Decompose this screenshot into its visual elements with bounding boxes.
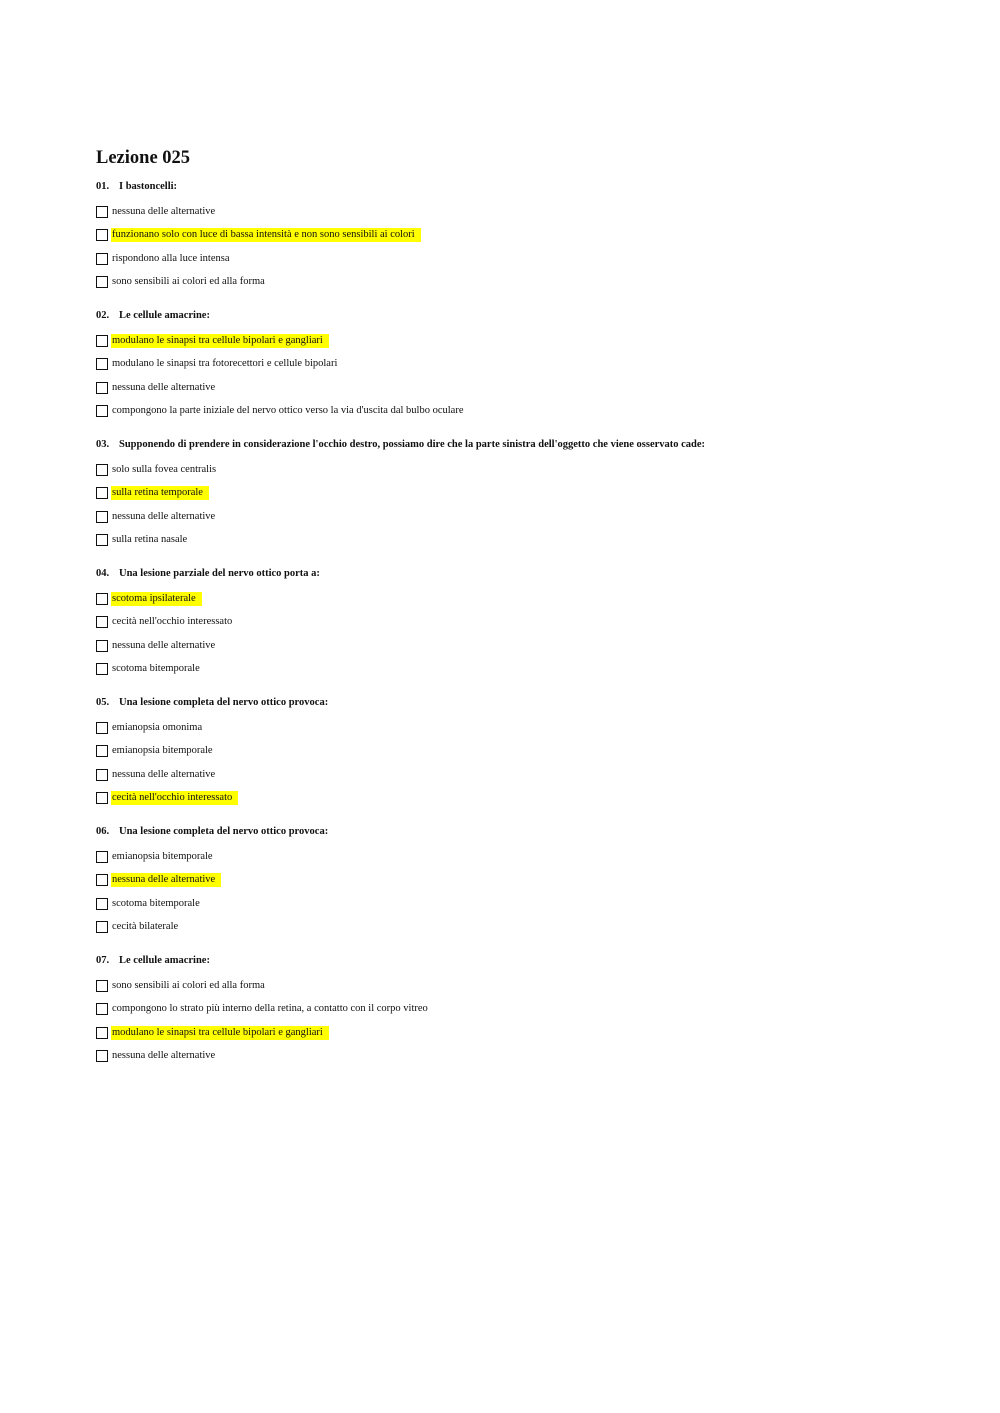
quiz-page — [96, 146, 916, 1083]
answer-label: modulano le sinapsi tra fotorecettori e cellule bipolari — [112, 358, 338, 370]
answer-option[interactable] — [96, 353, 916, 377]
answer-option[interactable] — [96, 974, 916, 998]
checkbox-icon[interactable] — [96, 921, 108, 933]
question-1 — [96, 180, 916, 294]
answer-label-highlighted: modulano le sinapsi tra cellule bipolari e gangliari — [111, 334, 329, 348]
checkbox-icon[interactable] — [96, 898, 108, 910]
answer-option[interactable] — [96, 587, 916, 611]
question-label: Supponendo di prendere in considerazione l'occhio destro, possiamo dire che la parte sinistra dell'oggetto che viene osservato cade: — [119, 439, 706, 450]
checkbox-icon[interactable] — [96, 663, 108, 675]
question-text — [96, 567, 916, 581]
answer-label: compongono lo strato più interno della retina, a contatto con il corpo vitreo — [112, 1003, 428, 1015]
checkbox-icon[interactable] — [96, 745, 108, 757]
answer-option[interactable] — [96, 482, 916, 506]
answer-option[interactable] — [96, 869, 916, 893]
checkbox-icon[interactable] — [96, 229, 108, 241]
question-3 — [96, 438, 916, 552]
checkbox-icon[interactable] — [96, 1003, 108, 1015]
answer-label-highlighted: scotoma ipsilaterale — [111, 592, 202, 606]
answer-option[interactable] — [96, 845, 916, 869]
answer-option[interactable] — [96, 611, 916, 635]
question-text — [96, 696, 916, 710]
checkbox-icon[interactable] — [96, 769, 108, 781]
answer-option[interactable] — [96, 458, 916, 482]
checkbox-icon[interactable] — [96, 593, 108, 605]
checkbox-icon[interactable] — [96, 511, 108, 523]
checkbox-icon[interactable] — [96, 792, 108, 804]
answer-label: cecità nell'occhio interessato — [112, 616, 233, 628]
question-label: I bastoncelli: — [119, 181, 178, 192]
question-number: 01. — [96, 181, 110, 192]
checkbox-icon[interactable] — [96, 980, 108, 992]
lesson-title: Lezione 025 — [96, 148, 191, 168]
answer-option[interactable] — [96, 634, 916, 658]
question-text — [96, 954, 916, 968]
question-text — [96, 438, 916, 452]
question-label: Una lesione completa del nervo ottico provoca: — [119, 826, 329, 837]
checkbox-icon[interactable] — [96, 1027, 108, 1039]
answer-option[interactable] — [96, 200, 916, 224]
question-text — [96, 825, 916, 839]
question-label: Una lesione completa del nervo ottico provoca: — [119, 697, 329, 708]
checkbox-icon[interactable] — [96, 253, 108, 265]
answer-option[interactable] — [96, 892, 916, 916]
answer-option[interactable] — [96, 1021, 916, 1045]
answer-label: nessuna delle alternative — [112, 381, 216, 393]
answer-option[interactable] — [96, 716, 916, 740]
answer-label-highlighted: sulla retina temporale — [111, 486, 209, 500]
answer-label: compongono la parte iniziale del nervo ottico verso la via d'uscita dal bulbo oculare — [112, 405, 464, 417]
answer-label-highlighted: modulano le sinapsi tra cellule bipolari e gangliari — [111, 1026, 329, 1040]
checkbox-icon[interactable] — [96, 382, 108, 394]
answer-label: emianopsia omonima — [112, 721, 203, 733]
answer-option[interactable] — [96, 247, 916, 271]
question-number: 06. — [96, 826, 110, 837]
answer-label-highlighted: funzionano solo con luce di bassa intensità e non sono sensibili ai colori — [111, 228, 421, 242]
answer-option[interactable] — [96, 763, 916, 787]
answer-label: nessuna delle alternative — [112, 205, 216, 217]
answer-label: sono sensibili ai colori ed alla forma — [112, 979, 265, 991]
answer-label: nessuna delle alternative — [112, 510, 216, 522]
answer-option[interactable] — [96, 916, 916, 940]
answer-label-highlighted: cecità nell'occhio interessato — [111, 791, 238, 805]
checkbox-icon[interactable] — [96, 405, 108, 417]
answer-label: solo sulla fovea centralis — [112, 463, 217, 475]
question-number: 04. — [96, 568, 110, 579]
question-label: Una lesione parziale del nervo ottico porta a: — [119, 568, 320, 579]
checkbox-icon[interactable] — [96, 722, 108, 734]
answer-option[interactable] — [96, 998, 916, 1022]
checkbox-icon[interactable] — [96, 335, 108, 347]
question-text — [96, 180, 916, 194]
question-list — [96, 180, 916, 1068]
answer-option[interactable] — [96, 224, 916, 248]
question-number: 05. — [96, 697, 110, 708]
answer-label: emianopsia bitemporale — [112, 850, 213, 862]
question-5 — [96, 696, 916, 810]
checkbox-icon[interactable] — [96, 616, 108, 628]
question-6 — [96, 825, 916, 939]
checkbox-icon[interactable] — [96, 487, 108, 499]
question-number: 03. — [96, 439, 110, 450]
question-2 — [96, 309, 916, 423]
answer-label: cecità bilaterale — [112, 921, 179, 933]
answer-option[interactable] — [96, 505, 916, 529]
answer-label: sulla retina nasale — [112, 534, 188, 546]
answer-label: nessuna delle alternative — [112, 639, 216, 651]
question-4 — [96, 567, 916, 681]
question-number: 02. — [96, 310, 110, 321]
checkbox-icon[interactable] — [96, 358, 108, 370]
question-7 — [96, 954, 916, 1068]
checkbox-icon[interactable] — [96, 276, 108, 288]
answer-option[interactable] — [96, 658, 916, 682]
answer-option[interactable] — [96, 529, 916, 553]
checkbox-icon[interactable] — [96, 874, 108, 886]
answer-label: sono sensibili ai colori ed alla forma — [112, 276, 265, 288]
answer-label: scotoma bitemporale — [112, 897, 200, 909]
answer-option[interactable] — [96, 400, 916, 424]
checkbox-icon[interactable] — [96, 206, 108, 218]
answer-option[interactable] — [96, 787, 916, 811]
checkbox-icon[interactable] — [96, 640, 108, 652]
answer-label: nessuna delle alternative — [112, 1050, 216, 1062]
answer-option[interactable] — [96, 1045, 916, 1069]
answer-option[interactable] — [96, 376, 916, 400]
checkbox-icon[interactable] — [96, 464, 108, 476]
question-label: Le cellule amacrine: — [119, 955, 210, 966]
answer-label: scotoma bitemporale — [112, 663, 200, 675]
answer-label: nessuna delle alternative — [112, 768, 216, 780]
answer-label: rispondono alla luce intensa — [112, 252, 230, 264]
answer-label-highlighted: nessuna delle alternative — [111, 873, 221, 887]
checkbox-icon[interactable] — [96, 851, 108, 863]
question-text — [96, 309, 916, 323]
answer-option[interactable] — [96, 329, 916, 353]
answer-label: emianopsia bitemporale — [112, 745, 213, 757]
question-label: Le cellule amacrine: — [119, 310, 210, 321]
checkbox-icon[interactable] — [96, 1050, 108, 1062]
checkbox-icon[interactable] — [96, 534, 108, 546]
answer-option[interactable] — [96, 740, 916, 764]
question-number: 07. — [96, 955, 110, 966]
answer-option[interactable] — [96, 271, 916, 295]
